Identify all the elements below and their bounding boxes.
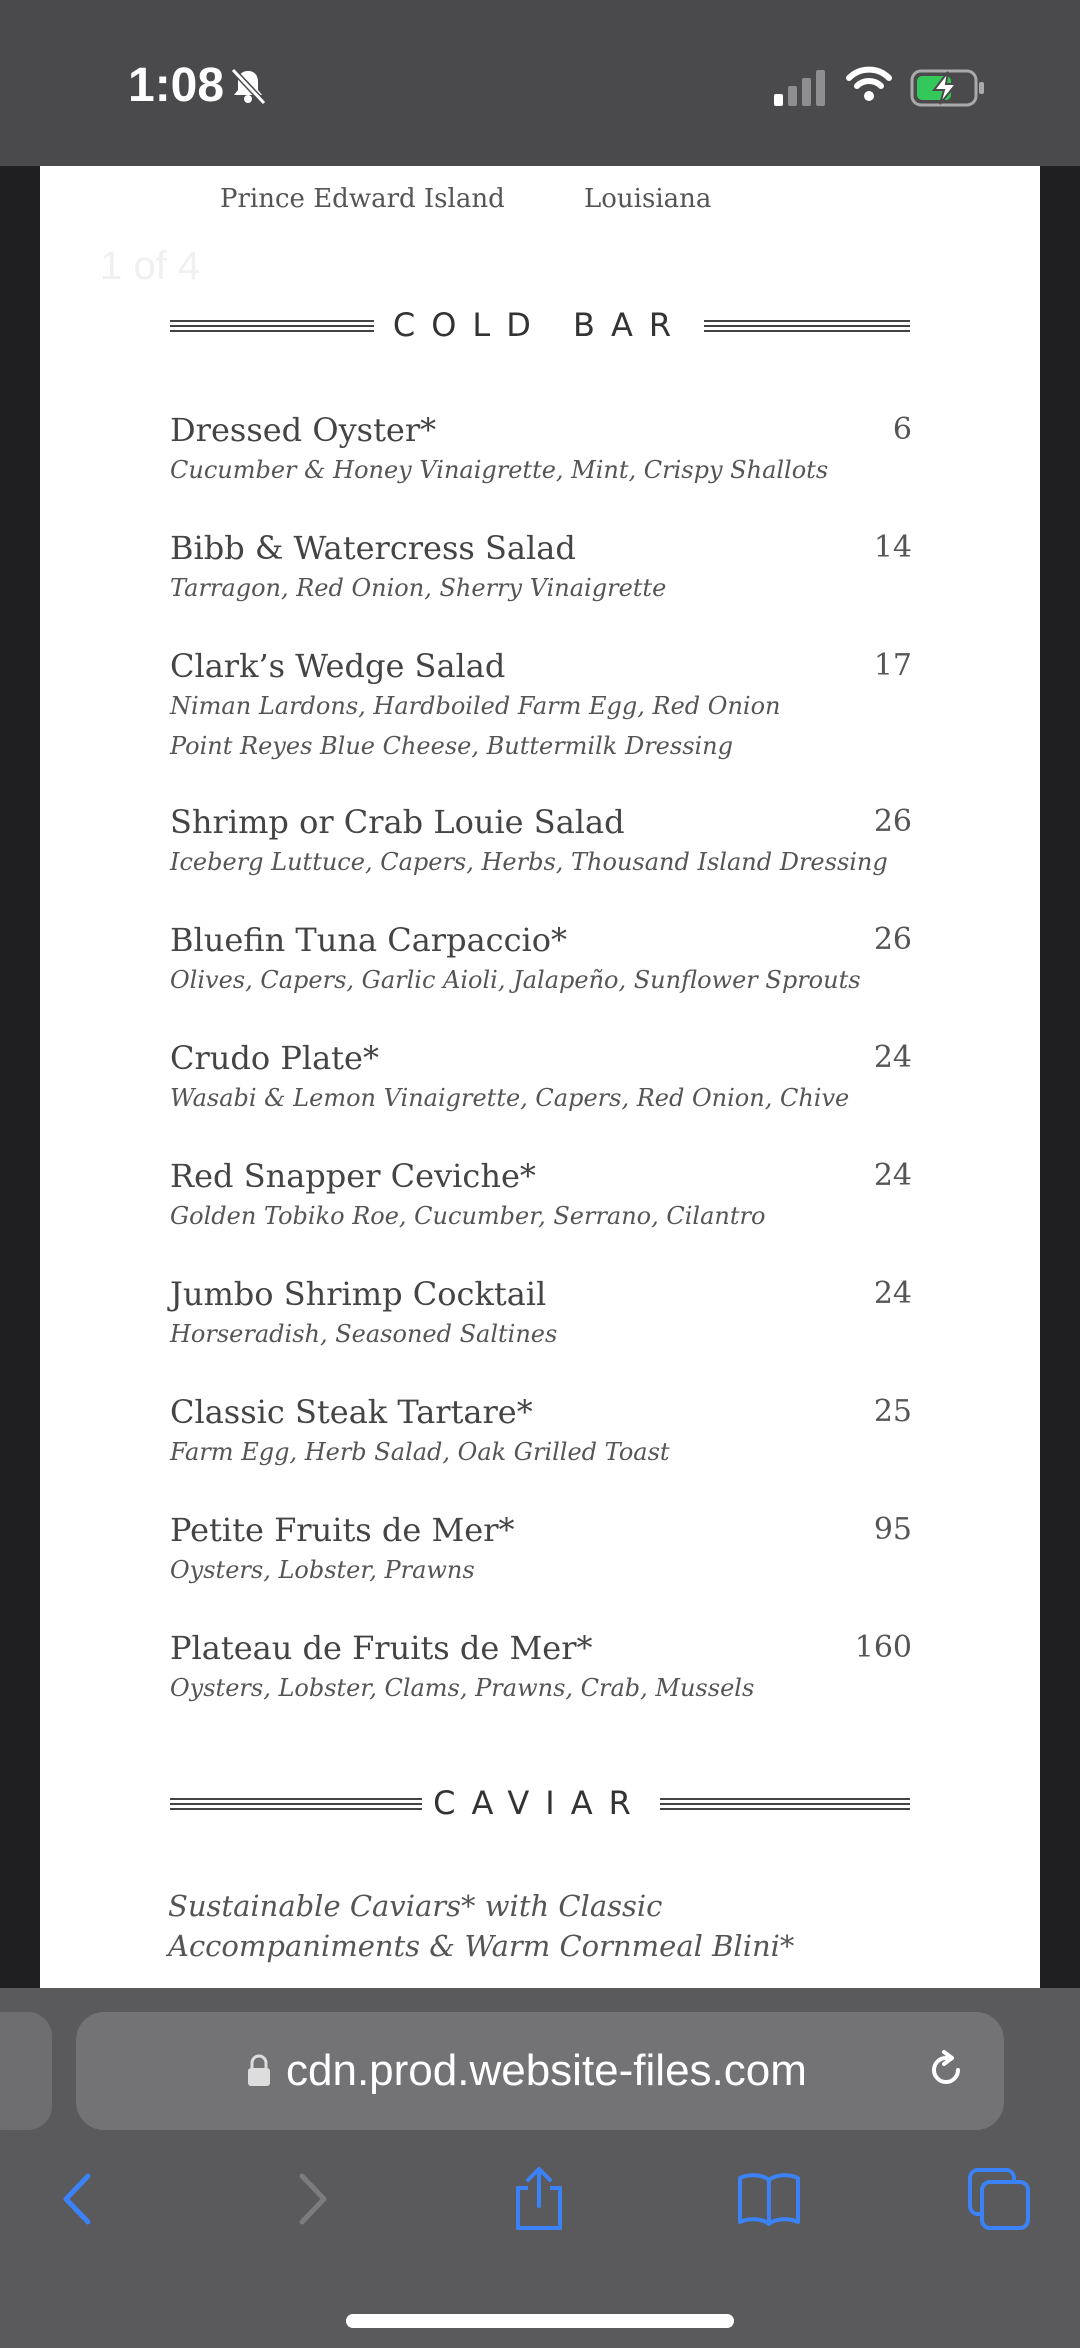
menu-item [170, 1392, 912, 1472]
location-row [40, 176, 1040, 226]
menu-item-price: 24 [873, 1158, 912, 1193]
menu-item-description: Niman Lardons, Hardboiled Farm Egg, Red Onion [170, 692, 781, 720]
menu-item-description: Oysters, Lobster, Prawns [170, 1556, 475, 1584]
menu-item [170, 1628, 912, 1708]
status-time: 1:08 [128, 59, 225, 112]
caviar-description-line: Sustainable Caviars* with Classic [168, 1889, 663, 1923]
menu-item [170, 1274, 912, 1354]
battery-charging-icon [910, 68, 986, 108]
menu-item-price: 95 [873, 1512, 912, 1547]
menu-item-description: Olives, Capers, Garlic Aioli, Jalapeño, Sunflower Sprouts [170, 966, 861, 994]
caviar-description [168, 1886, 794, 1966]
menu-item-description: Tarragon, Red Onion, Sherry Vinaigrette [170, 574, 667, 602]
menu-item-name: Red Snapper Ceviche* [170, 1157, 536, 1195]
menu-item-description: Golden Tobiko Roe, Cucumber, Serrano, Cilantro [170, 1202, 766, 1230]
menu-item-description: Point Reyes Blue Cheese, Buttermilk Dressing [170, 732, 734, 760]
menu-item-name: Bibb & Watercress Salad [170, 529, 576, 567]
location-label: Louisiana [584, 184, 712, 214]
heading-rule-right [704, 320, 910, 332]
reload-icon[interactable] [924, 2048, 968, 2092]
tabs-icon[interactable] [964, 2164, 1034, 2234]
menu-item [170, 646, 912, 766]
menu-item-price: 26 [873, 922, 912, 957]
menu-item-name: Petite Fruits de Mer* [170, 1511, 515, 1549]
menu-item-name: Clark’s Wedge Salad [170, 647, 506, 685]
menu-item-price: 24 [873, 1040, 912, 1075]
cellular-signal-icon [772, 70, 828, 106]
url-text[interactable]: cdn.prod.website-files.com [286, 2046, 807, 2095]
menu-item-price: 17 [873, 648, 912, 683]
menu-item [170, 528, 912, 608]
status-bar [0, 0, 1080, 166]
page-indicator: 1 of 4 [100, 244, 201, 288]
home-indicator[interactable] [346, 2314, 734, 2328]
menu-item-description: Farm Egg, Herb Salad, Oak Grilled Toast [170, 1438, 670, 1466]
menu-item-price: 6 [892, 412, 912, 447]
menu-item-description: Cucumber & Honey Vinaigrette, Mint, Crispy Shallots [170, 456, 829, 484]
menu-item [170, 1510, 912, 1590]
caviar-description-line: Accompaniments & Warm Cornmeal Blini* [168, 1929, 795, 1963]
menu-item-name: Classic Steak Tartare* [170, 1393, 533, 1431]
menu-item [170, 1156, 912, 1236]
menu-item-name: Bluefin Tuna Carpaccio* [170, 921, 567, 959]
menu-item-name: Crudo Plate* [170, 1039, 379, 1077]
menu-item [170, 802, 912, 882]
bell-muted-icon [228, 66, 268, 106]
section-title: CAVIAR [433, 1784, 647, 1822]
wifi-icon [846, 64, 892, 104]
menu-item-price: 26 [873, 804, 912, 839]
location-label: Prince Edward Island [220, 184, 505, 214]
menu-item-description: Iceberg Luttuce, Capers, Herbs, Thousand Island Dressing [170, 848, 888, 876]
menu-item-price: 25 [873, 1394, 912, 1429]
menu-item-description: Oysters, Lobster, Clams, Prawns, Crab, Mussels [170, 1674, 755, 1702]
menu-document-page[interactable] [40, 166, 1040, 1988]
menu-item-name: Dressed Oyster* [170, 411, 437, 449]
previous-tab-peek[interactable] [0, 2012, 52, 2130]
menu-item-price: 14 [873, 530, 912, 565]
share-icon[interactable] [504, 2164, 574, 2234]
section-heading-cold-bar [170, 306, 910, 346]
menu-item-price: 160 [854, 1630, 912, 1665]
browser-bottom-bar [0, 1988, 1080, 2348]
address-bar[interactable] [76, 2012, 1004, 2130]
section-heading-caviar [170, 1784, 910, 1824]
menu-item [170, 1038, 912, 1118]
menu-item [170, 920, 912, 1000]
back-icon[interactable] [44, 2164, 114, 2234]
menu-item-name: Jumbo Shrimp Cocktail [170, 1275, 547, 1313]
section-title: COLD BAR [392, 306, 688, 344]
menu-item-description: Wasabi & Lemon Vinaigrette, Capers, Red Onion, Chive [170, 1084, 850, 1112]
menu-item-price: 24 [873, 1276, 912, 1311]
lock-icon [246, 2054, 272, 2088]
heading-rule-right [660, 1798, 910, 1810]
menu-item-description: Horseradish, Seasoned Saltines [170, 1320, 558, 1348]
forward-icon[interactable] [276, 2164, 346, 2234]
menu-item-name: Shrimp or Crab Louie Salad [170, 803, 625, 841]
bookmarks-icon[interactable] [734, 2164, 804, 2234]
menu-item-name: Plateau de Fruits de Mer* [170, 1629, 593, 1667]
menu-item [170, 410, 912, 490]
